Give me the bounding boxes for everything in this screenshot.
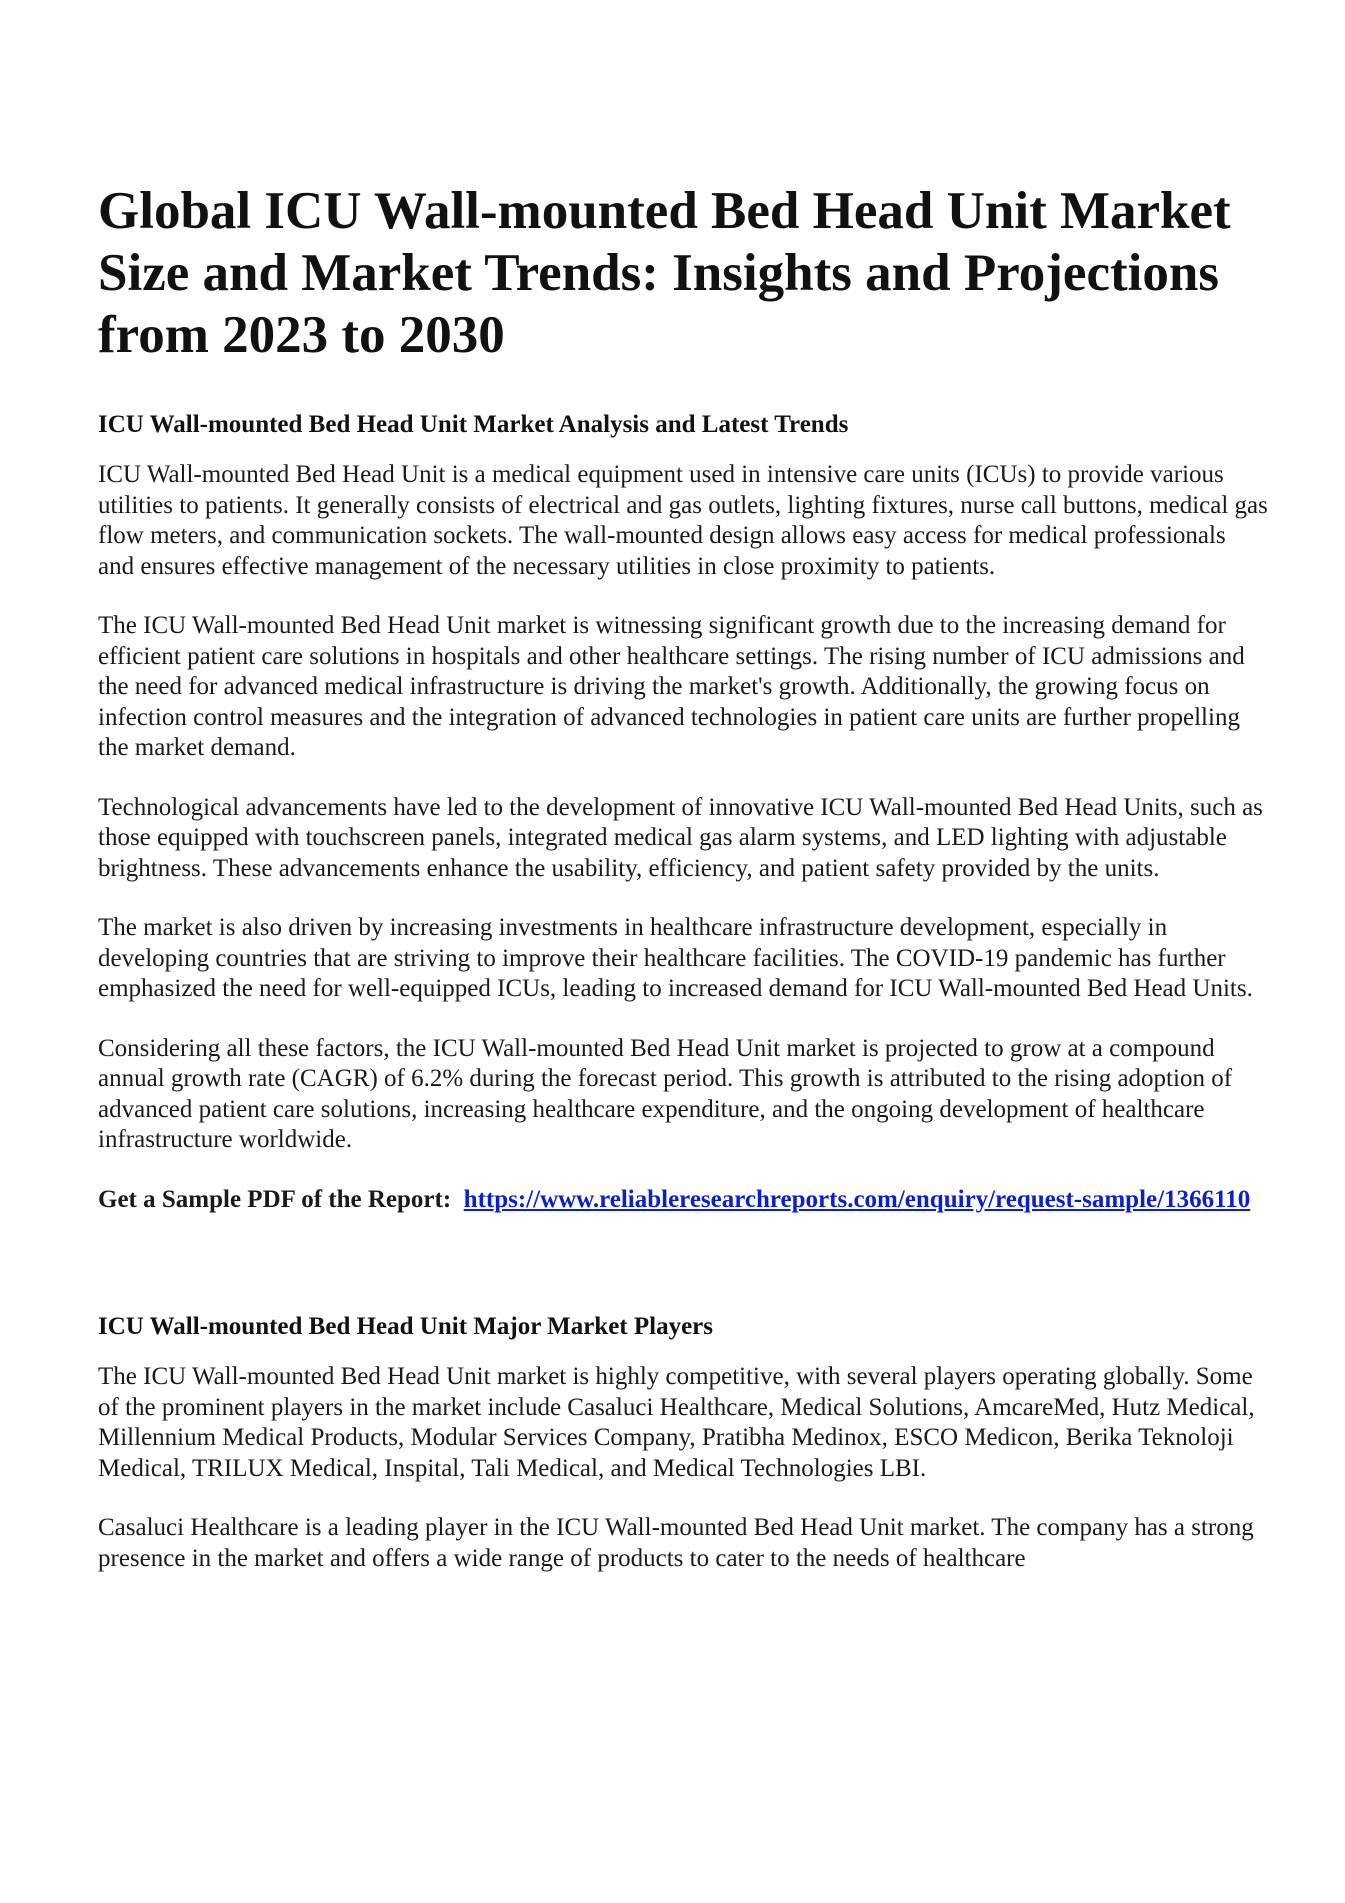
paragraph-cagr: Considering all these factors, the ICU Wall-mounted Bed Head Unit market is projected to grow at a compound annual growth rate (CAGR) of 6.2% during the forecast period. This growth is attributed to the rising adoption of advanced patient care solutions, increasing healthcare expenditure, and the ongoing development of healthcare infrastructure worldwide.	[98, 1034, 1233, 1153]
page-title: Global ICU Wall-mounted Bed Head Unit Market Size and Market Trends: Insights and Projections from 2023 to 2030	[98, 182, 1231, 364]
paragraph-technology: Technological advancements have led to the development of innovative ICU Wall-mounted Bed Head Units, such as those equipped with touchscreen panels, integrated medical gas alarm systems, and LED lighting with adjustable brightness. These advancements enhance the usability, efficiency, and patient safety provided by the units.	[98, 793, 1263, 882]
paragraph-definition: ICU Wall-mounted Bed Head Unit is a medical equipment used in intensive care units (ICUs) to provide various utilities to patients. It generally consists of electrical and gas outlets, lighting fixtures, nurse call buttons, medical gas flow meters, and communication sockets. The wall-mounted design allows easy access for medical professionals and ensures effective management of the necessary utilities in close proximity to patients.	[98, 461, 1268, 580]
paragraph-growth: The ICU Wall-mounted Bed Head Unit market is witnessing significant growth due to the increasing demand for efficient patient care solutions in hospitals and other healthcare settings. The rising number of ICU admissions and the need for advanced medical infrastructure is driving the market's growth. Additionally, the growing focus on infection control measures and the integration of advanced technologies in patient care units are further propelling the market demand.	[98, 612, 1245, 761]
paragraph-investments: The market is also driven by increasing investments in healthcare infrastructure development, especially in developing countries that are striving to improve their healthcare facilities. The COVID-19 pandemic has further emphasized the need for well-equipped ICUs, leading to increased demand for ICU Wall-mounted Bed Head Units.	[98, 914, 1253, 1002]
sample-pdf-link[interactable]: https://www.reliableresearchreports.com/enquiry/request-sample/1366110	[463, 1185, 1251, 1213]
section-heading-analysis: ICU Wall-mounted Bed Head Unit Market Analysis and Latest Trends	[98, 411, 849, 438]
sample-pdf-line	[98, 1185, 1268, 1216]
section-heading-players: ICU Wall-mounted Bed Head Unit Major Market Players	[98, 1313, 714, 1340]
sample-pdf-label: Get a Sample PDF of the Report:	[98, 1185, 452, 1213]
section-spacer	[98, 1215, 1268, 1312]
document-page	[98, 180, 1268, 1603]
paragraph-casaluci: Casaluci Healthcare is a leading player in the ICU Wall-mounted Bed Head Unit market. The company has a strong presence in the market and offers a wide range of products to cater to the needs of healthcare	[98, 1514, 1254, 1572]
paragraph-competition: The ICU Wall-mounted Bed Head Unit market is highly competitive, with several players operating globally. Some of the prominent players in the market include Casaluci Healthcare, Medical Solutions, AmcareMed, Hutz Medical, Millennium Medical Products, Modular Services Company, Pratibha Medinox, ESCO Medicon, Berika Teknoloji Medical, TRILUX Medical, Inspital, Tali Medical, and Medical Technologies LBI.	[98, 1363, 1255, 1482]
